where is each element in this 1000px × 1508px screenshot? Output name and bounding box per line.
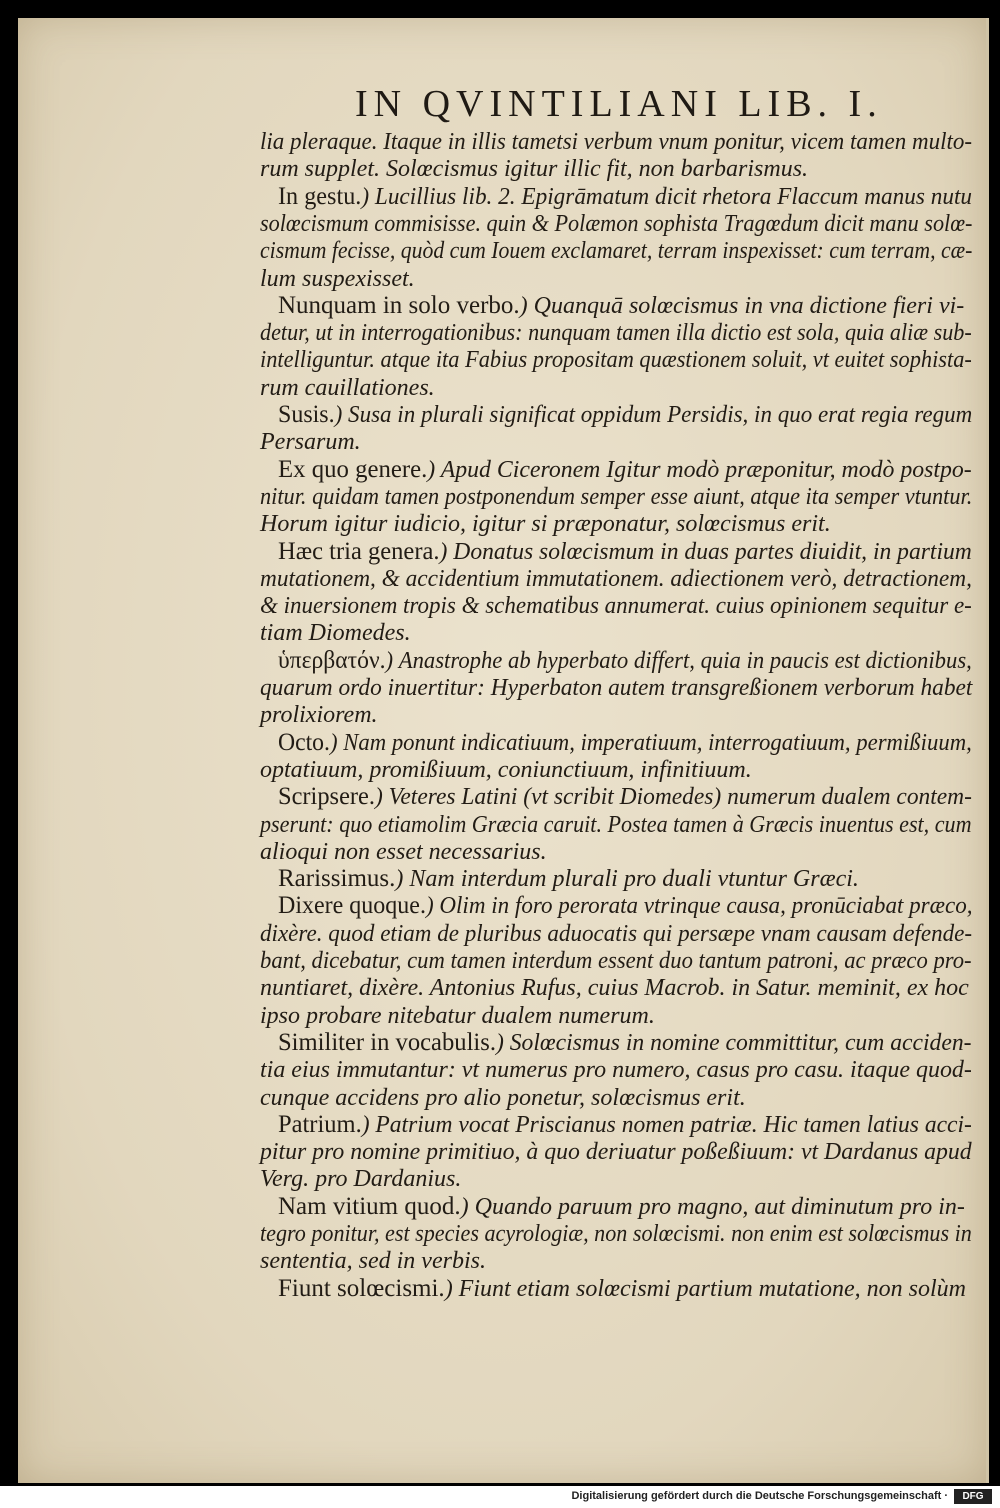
line-text: ) Lucillius lib. 2. Epigrāmatum dicit rhetora Flaccum manus nutu (361, 183, 973, 210)
text-line (260, 428, 361, 456)
line-text: & inuersionem tropis & schematibus annumerat. cuius opinionem sequitur e- (260, 593, 972, 620)
text-line (278, 538, 972, 566)
line-text: optatiuum, promißiuum, coniunctiuum, infinitiuum. (260, 756, 752, 783)
lemma: Susis. (278, 401, 335, 428)
line-text: prolixiorem. (260, 702, 378, 729)
text-line (278, 183, 972, 211)
text-line (260, 565, 972, 593)
lemma: Fiunt solœcismi. (278, 1274, 445, 1302)
lemma: Scripsere. (278, 783, 375, 811)
text-line (278, 892, 972, 920)
line-text: tia eius immutantur: vt numerus pro numero, casus pro casu. itaque quod- (260, 1057, 972, 1084)
text-line (278, 647, 972, 675)
text-line (278, 865, 859, 893)
line-text: bant, dicebatur, cum tamen interdum essent duo tantum patroni, ac præco pro- (260, 948, 972, 974)
text-line (260, 920, 972, 948)
line-text: ) Quanquā solœcismus in vna dictione fieri vi- (519, 292, 965, 319)
line-text: pserunt: quo etiamolim Græcia caruit. Postea tamen à Græcis inuentus est, cum (260, 811, 972, 838)
line-text: cismum fecisse, quòd cum Iouem exclamaret, terram inspexisset: cum terram, cæ- (260, 238, 973, 265)
lemma: In gestu. (278, 182, 362, 210)
line-text: rum cauillationes. (260, 374, 435, 401)
running-head: IN QVINTILIANI LIB. I. (355, 83, 883, 125)
text-line (260, 319, 972, 347)
line-text: cunque accidens pro alio ponetur, solœcismus erit. (260, 1084, 746, 1111)
text-line (278, 1193, 965, 1221)
text-line (260, 1084, 746, 1112)
text-line (260, 155, 808, 183)
text-line (260, 1247, 486, 1275)
text-line (260, 619, 411, 647)
line-text: solœcismum commisisse. quin & Polæmon sophista Tragœdum dicit manu solœ- (260, 210, 973, 237)
text-line (260, 1002, 655, 1030)
line-text: ) Fiunt etiam solœcismi partium mutatione, non solùm (444, 1275, 967, 1302)
lemma: Hæc tria genera. (278, 537, 440, 565)
text-line (278, 1111, 972, 1139)
line-text: mutationem, & accidentium immutationem. adiectionem verò, detractionem, (260, 565, 972, 592)
line-text: pitur pro nomine primitiuo, à quo deriuatur poßeßiuum: vt Dardanus apud (260, 1139, 972, 1166)
funding-notice: Digitalisierung gefördert durch die Deutsche Forschungsgemeinschaft · (571, 1490, 948, 1502)
line-text: tiam Diomedes. (260, 620, 411, 647)
text-line (278, 292, 964, 320)
lemma: Rarissimus. (278, 865, 396, 893)
text-line (260, 674, 972, 702)
text-line (278, 783, 972, 811)
text-line (260, 701, 378, 729)
text-line (260, 128, 972, 156)
text-line (278, 1275, 966, 1303)
text-line (260, 237, 972, 265)
line-text: Horum igitur iudicio, igitur si præponatur, solœcismus erit. (260, 511, 831, 538)
text-line (260, 1056, 972, 1084)
line-text: ) Nam interdum plurali pro duali vtuntur Græci. (395, 866, 859, 893)
line-text: alioqui non esset necessarius. (260, 838, 547, 865)
line-text: ipso probare nitebatur dualem numerum. (260, 1002, 655, 1029)
dfg-logo: DFG (954, 1489, 992, 1504)
line-text: lum suspexisset. (260, 265, 415, 292)
line-text: ) Solœcismus in nomine committitur, cum acciden- (495, 1029, 972, 1056)
line-text: lia pleraque. Itaque in illis tametsi verbum vnum ponitur, vicem tamen multo- (260, 129, 973, 155)
lemma: Nam vitium quod. (278, 1192, 461, 1220)
line-text: Persarum. (260, 429, 361, 456)
text-line (260, 265, 415, 293)
lemma: ὑπερβατόν. (278, 646, 386, 674)
line-text: detur, ut in interrogationibus: nunquam tamen illa dictio est sola, quia aliæ sub- (260, 320, 972, 347)
line-text: ) Veteres Latini (vt scribit Diomedes) numerum dualem contem- (374, 784, 972, 811)
text-line (278, 729, 972, 757)
lemma: Patrium. (278, 1110, 362, 1138)
text-line (260, 974, 969, 1002)
lemma: Nunquam in solo verbo. (278, 291, 520, 319)
text-line (260, 592, 972, 620)
line-text: ) Apud Ciceronem Igitur modò præponitur, modò postpo- (427, 456, 972, 483)
text-line (260, 210, 972, 238)
text-line (260, 1220, 972, 1248)
line-text: rum supplet. Solœcismus igitur illic fit, non barbarismus. (260, 156, 809, 183)
digitization-footer (0, 1486, 1000, 1508)
line-text: nuntiaret, dixère. Antonius Rufus, cuius Macrob. in Satur. meminit, ex hoc (260, 975, 969, 1002)
line-text: ) Anastrophe ab hyperbato differt, quia in paucis est dictionibus, (385, 647, 972, 674)
line-text: dixère. quod etiam de pluribus aduocatis qui persæpe vnam causam defende- (260, 920, 973, 947)
line-text: ) Quando paruum pro magno, aut diminutum pro in- (460, 1193, 965, 1220)
line-text: sententia, sed in verbis. (260, 1248, 486, 1275)
text-line (278, 456, 972, 484)
line-text: nitur. quidam tamen postponendum semper esse aiunt, atque ita semper vtuntur. (260, 483, 973, 510)
line-text: Verg. pro Dardanius. (260, 1166, 462, 1193)
text-line (260, 838, 547, 866)
line-text: quarum ordo inuertitur: Hyperbaton autem transgreßionem verborum habet (260, 675, 973, 701)
lemma: Dixere quoque. (278, 892, 426, 920)
text-line (260, 346, 972, 374)
text-line (278, 401, 972, 429)
text-line (260, 1165, 461, 1193)
text-line (260, 510, 831, 538)
line-text: tegro ponitur, est species acyrologiæ, non solœcismi. non enim est solœcismus in (260, 1221, 972, 1247)
text-line (260, 374, 435, 402)
book-page (18, 18, 989, 1483)
text-line (260, 756, 752, 784)
line-text: ) Nam ponunt indicatiuum, imperatiuum, interrogatiuum, permißiuum, (329, 729, 972, 756)
text-line (260, 483, 972, 511)
text-line (260, 947, 972, 975)
line-text: ) Patrium vocat Priscianus nomen patriæ. Hic tamen latius acci- (361, 1111, 972, 1138)
line-text: ) Susa in plurali significat oppidum Persidis, in quo erat regia regum (334, 402, 973, 428)
lemma: Octo. (278, 728, 330, 756)
lemma: Ex quo genere. (278, 455, 428, 483)
line-text: ) Donatus solœcismum in duas partes diuidit, in partium (439, 538, 972, 565)
text-line (260, 1138, 972, 1166)
line-text: intelliguntur. atque ita Fabius propositam quæstionem soluit, vt euitet sophista- (260, 347, 972, 374)
lemma: Similiter in vocabulis. (278, 1028, 496, 1056)
text-line (260, 811, 972, 839)
text-line (278, 1029, 972, 1057)
line-text: ) Olim in foro perorata vtrinque causa, pronūciabat præco, (425, 893, 973, 920)
